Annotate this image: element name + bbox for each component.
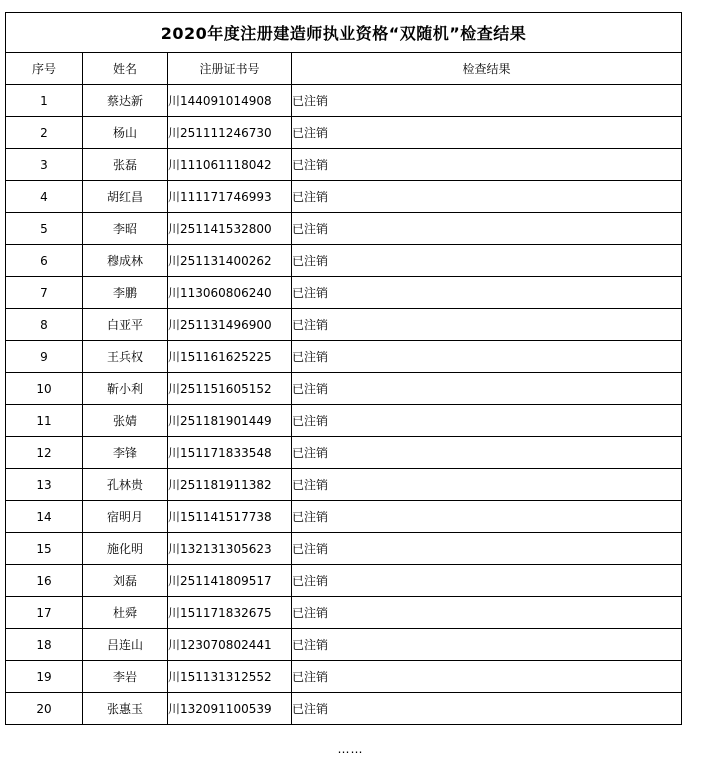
cell-no: 9 — [6, 341, 83, 373]
cell-no: 4 — [6, 181, 83, 213]
cell-result: 已注销 — [292, 661, 682, 693]
cell-name: 李锋 — [83, 437, 168, 469]
table-row — [6, 693, 682, 725]
table-row — [6, 533, 682, 565]
cell-no: 18 — [6, 629, 83, 661]
cell-no: 19 — [6, 661, 83, 693]
cell-result: 已注销 — [292, 501, 682, 533]
cell-cert: 川151141517738 — [168, 501, 292, 533]
cell-result: 已注销 — [292, 117, 682, 149]
cell-result: 已注销 — [292, 533, 682, 565]
cell-no: 1 — [6, 85, 83, 117]
table-row — [6, 405, 682, 437]
table-row — [6, 117, 682, 149]
cell-no: 16 — [6, 565, 83, 597]
cell-no: 8 — [6, 309, 83, 341]
cell-no: 20 — [6, 693, 83, 725]
cell-no: 12 — [6, 437, 83, 469]
cell-no: 5 — [6, 213, 83, 245]
cell-cert: 川113060806240 — [168, 277, 292, 309]
cell-cert: 川251181901449 — [168, 405, 292, 437]
cell-name: 杜舜 — [83, 597, 168, 629]
table-row — [6, 629, 682, 661]
cell-name: 张婧 — [83, 405, 168, 437]
table-row — [6, 597, 682, 629]
cell-cert: 川151171832675 — [168, 597, 292, 629]
cell-no: 14 — [6, 501, 83, 533]
cell-cert: 川251151605152 — [168, 373, 292, 405]
table-body — [6, 85, 682, 725]
cell-name: 宿明月 — [83, 501, 168, 533]
cell-no: 6 — [6, 245, 83, 277]
cell-result: 已注销 — [292, 149, 682, 181]
cell-name: 杨山 — [83, 117, 168, 149]
cell-result: 已注销 — [292, 277, 682, 309]
cell-cert: 川251111246730 — [168, 117, 292, 149]
table-row — [6, 469, 682, 501]
cell-no: 17 — [6, 597, 83, 629]
col-header-result: 检查结果 — [292, 53, 682, 85]
cell-cert: 川251131496900 — [168, 309, 292, 341]
cell-cert: 川251131400262 — [168, 245, 292, 277]
cell-name: 吕连山 — [83, 629, 168, 661]
cell-result: 已注销 — [292, 565, 682, 597]
cell-cert: 川151131312552 — [168, 661, 292, 693]
cell-no: 3 — [6, 149, 83, 181]
table-row — [6, 309, 682, 341]
table-row — [6, 213, 682, 245]
table-row — [6, 149, 682, 181]
cell-cert: 川132131305623 — [168, 533, 292, 565]
table-row — [6, 501, 682, 533]
cell-result: 已注销 — [292, 629, 682, 661]
cell-result: 已注销 — [292, 693, 682, 725]
table-row — [6, 181, 682, 213]
continuation-ellipsis: …… — [337, 742, 364, 756]
cell-name: 王兵权 — [83, 341, 168, 373]
table-row — [6, 277, 682, 309]
cell-name: 靳小利 — [83, 373, 168, 405]
cell-cert: 川123070802441 — [168, 629, 292, 661]
cell-result: 已注销 — [292, 245, 682, 277]
cell-no: 10 — [6, 373, 83, 405]
cell-name: 穆成林 — [83, 245, 168, 277]
cell-no: 7 — [6, 277, 83, 309]
cell-cert: 川132091100539 — [168, 693, 292, 725]
cell-cert: 川151161625225 — [168, 341, 292, 373]
cell-no: 11 — [6, 405, 83, 437]
cell-name: 孔林贵 — [83, 469, 168, 501]
cell-result: 已注销 — [292, 437, 682, 469]
cell-name: 白亚平 — [83, 309, 168, 341]
cell-result: 已注销 — [292, 341, 682, 373]
col-header-name: 姓名 — [83, 53, 168, 85]
col-header-cert: 注册证书号 — [168, 53, 292, 85]
cell-result: 已注销 — [292, 181, 682, 213]
cell-no: 15 — [6, 533, 83, 565]
table-row — [6, 85, 682, 117]
col-header-no: 序号 — [6, 53, 83, 85]
table-row — [6, 661, 682, 693]
table-row — [6, 341, 682, 373]
cell-name: 刘磊 — [83, 565, 168, 597]
cell-result: 已注销 — [292, 85, 682, 117]
cell-result: 已注销 — [292, 213, 682, 245]
cell-name: 张惠玉 — [83, 693, 168, 725]
cell-no: 13 — [6, 469, 83, 501]
cell-no: 2 — [6, 117, 83, 149]
cell-result: 已注销 — [292, 469, 682, 501]
table-row — [6, 437, 682, 469]
cell-cert: 川251181911382 — [168, 469, 292, 501]
table-row — [6, 565, 682, 597]
cell-name: 李昭 — [83, 213, 168, 245]
cell-name: 李岩 — [83, 661, 168, 693]
cell-result: 已注销 — [292, 373, 682, 405]
cell-cert: 川111171746993 — [168, 181, 292, 213]
cell-result: 已注销 — [292, 405, 682, 437]
cell-cert: 川151171833548 — [168, 437, 292, 469]
cell-cert: 川111061118042 — [168, 149, 292, 181]
results-table — [5, 12, 682, 725]
cell-name: 张磊 — [83, 149, 168, 181]
table-row — [6, 373, 682, 405]
title-row — [6, 13, 682, 53]
cell-result: 已注销 — [292, 309, 682, 341]
header-row — [6, 53, 682, 85]
cell-name: 蔡达新 — [83, 85, 168, 117]
table-row — [6, 245, 682, 277]
cell-cert: 川251141809517 — [168, 565, 292, 597]
cell-cert: 川144091014908 — [168, 85, 292, 117]
cell-name: 施化明 — [83, 533, 168, 565]
cell-name: 胡红昌 — [83, 181, 168, 213]
cell-cert: 川251141532800 — [168, 213, 292, 245]
table-title: 2020年度注册建造师执业资格“双随机”检查结果 — [6, 13, 682, 53]
cell-result: 已注销 — [292, 597, 682, 629]
cell-name: 李鹏 — [83, 277, 168, 309]
